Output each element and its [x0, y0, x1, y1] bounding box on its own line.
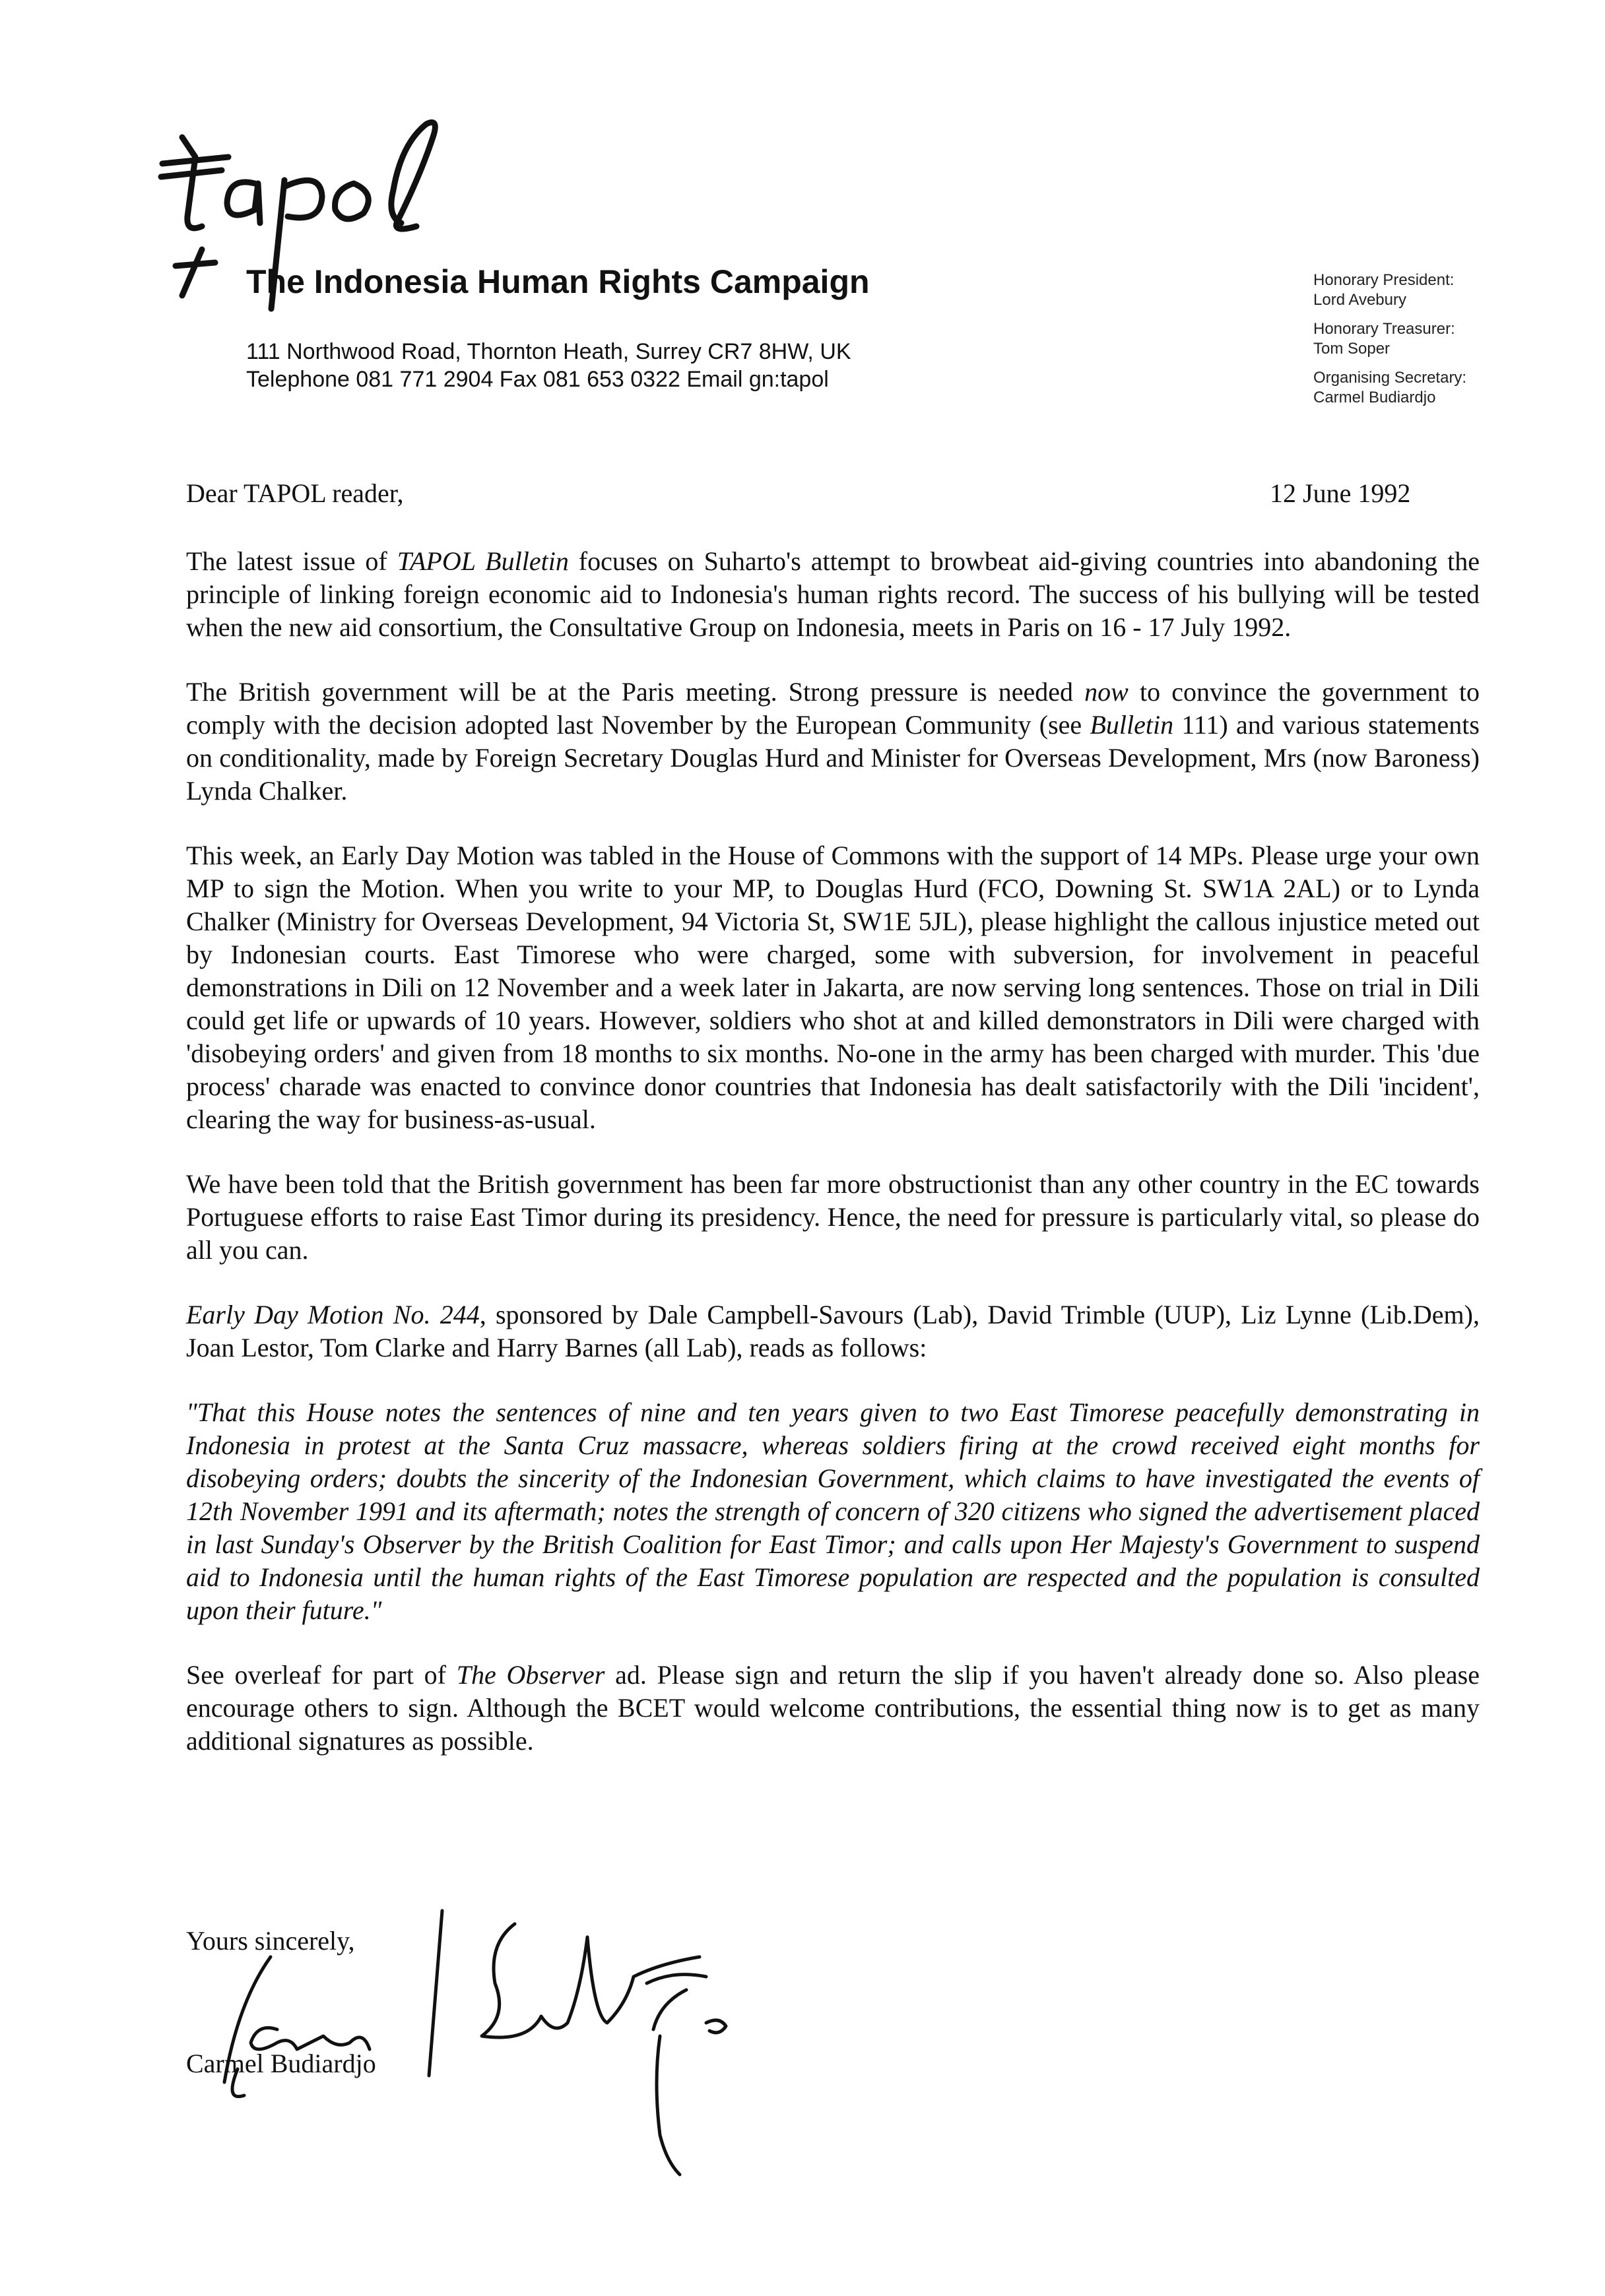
officer-secretary — [1313, 368, 1466, 408]
text-run: ad. Please sign and return the slip if you haven't already done so. Also please encourage others to sign. Although the BCET would welcome contributions, the essential thing now is to get as many additional signatures as possible. — [186, 1660, 1480, 1756]
text-run: , sponsored by Dale Campbell-Savours (Lab), David Trimble (UUP), Liz Lynne (Lib.Dem), Joan Lestor, Tom Clarke and Harry Barnes (all Lab), reads as follows: — [186, 1300, 1480, 1362]
organisation-name: The Indonesia Human Rights Campaign — [246, 263, 870, 300]
paragraph-motion-sponsors — [186, 1298, 1480, 1364]
letter-date: 12 June 1992 — [1270, 478, 1411, 508]
signatory-name: Carmel Budiardjo — [186, 2049, 376, 2078]
text-run: focuses on Suharto's attempt to browbeat aid-giving countries into abandoning the principle of linking foreign economic aid to Indonesia's human rights record. The success of his bullying will be tested when the new aid consortium, the Consultative Group on Indonesia, meets in Paris on 16 - 17 July 1992. — [186, 546, 1480, 642]
officer-name: Tom Soper — [1313, 340, 1391, 358]
publication-title: The Observer — [456, 1660, 605, 1690]
emphasis: now — [1084, 677, 1129, 707]
paragraph-bulletin — [186, 545, 1480, 644]
paragraph-paris-meeting — [186, 676, 1480, 808]
address-line: 111 Northwood Road, Thornton Heath, Surrey CR7 8HW, UK — [246, 339, 851, 364]
text-run: The latest issue of — [186, 546, 397, 576]
officer-name: Carmel Budiardjo — [1313, 389, 1436, 406]
officer-role: Organising Secretary: — [1313, 369, 1467, 387]
text-run: See overleaf for part of — [186, 1660, 457, 1690]
contact-line: Telephone 081 771 2904 Fax 081 653 0322 Email gn:tapol — [246, 367, 829, 392]
paragraph-obstruction: We have been told that the British government has been far more obstructionist than any other country in the EC towards Portuguese efforts to raise East Timor during its presidency. Hence, the need for pressure is particularly vital, so please do all you can. — [186, 1169, 1480, 1265]
motion-title: Early Day Motion No. 244 — [186, 1300, 480, 1329]
officer-role: Honorary Treasurer: — [1313, 320, 1455, 338]
letter-body — [186, 545, 1480, 1789]
officer-treasurer — [1313, 319, 1466, 359]
officer-name: Lord Avebury — [1313, 291, 1406, 309]
motion-quote: "That this House notes the sentences of nine and ten years given to two East Timorese peacefully demonstrating in Indonesia in protest at the Santa Cruz massacre, whereas soldiers firing at the crowd received eight months for disobeying orders; doubts the sincerity of the Indonesian Government, which claims to have investigated the events of 12th November 1991 and its aftermath; notes the strength of concern of 320 citizens who signed the advertisement placed in last Sunday's Observer by the British Coalition for East Timor; and calls upon Her Majesty's Government to suspend aid to Indonesia until the human rights of the East Timorese population are respected and the population is consulted upon their future." — [186, 1397, 1480, 1625]
closing: Yours sincerely, — [186, 1926, 355, 1956]
organisation-address — [246, 338, 851, 393]
publication-title: Bulletin — [1090, 710, 1174, 740]
officers-list — [1313, 271, 1466, 417]
salutation: Dear TAPOL reader, — [186, 478, 404, 508]
paragraph-overleaf — [186, 1659, 1480, 1758]
text-run: The British government will be at the Paris meeting. Strong pressure is needed — [186, 677, 1085, 707]
officer-role: Honorary President: — [1313, 271, 1455, 289]
text-run: 111) and various statements on conditionality, made by Foreign Secretary Douglas Hurd and Minister for Overseas Development, Mrs (now Baroness) Lynda Chalker. — [186, 710, 1480, 806]
text-run: to convince the government to comply with the decision adopted last November by the European Community (see — [186, 677, 1480, 740]
handwritten-signature — [198, 1884, 825, 2201]
publication-title: TAPOL Bulletin — [397, 546, 569, 576]
paragraph-early-day-motion: This week, an Early Day Motion was tabled in the House of Commons with the support of 14 MPs. Please urge your own MP to sign the Motion. When you write to your MP, to Douglas Hurd (FCO, Downing St. SW1A 2AL) or to Lynda Chalker (Ministry for Overseas Development, 94 Victoria St, SW1E 5JL), please highlight the callous injustice meted out by Indonesian courts. East Timorese who were charged, some with subversion, for involvement in peaceful demonstrations in Dili on 12 November and a week later in Jakarta, are now serving long sentences. Those on trial in Dili could get life or upwards of 10 years. However, soldiers who shot at and killed demonstrators in Dili were charged with 'disobeying orders' and given from 18 months to six months. No-one in the army has been charged with murder. This 'due process' charade was enacted to convince donor countries that Indonesia has dealt satisfactorily with the Dili 'incident', clearing the way for business-as-usual. — [186, 841, 1480, 1134]
officer-president — [1313, 271, 1466, 310]
